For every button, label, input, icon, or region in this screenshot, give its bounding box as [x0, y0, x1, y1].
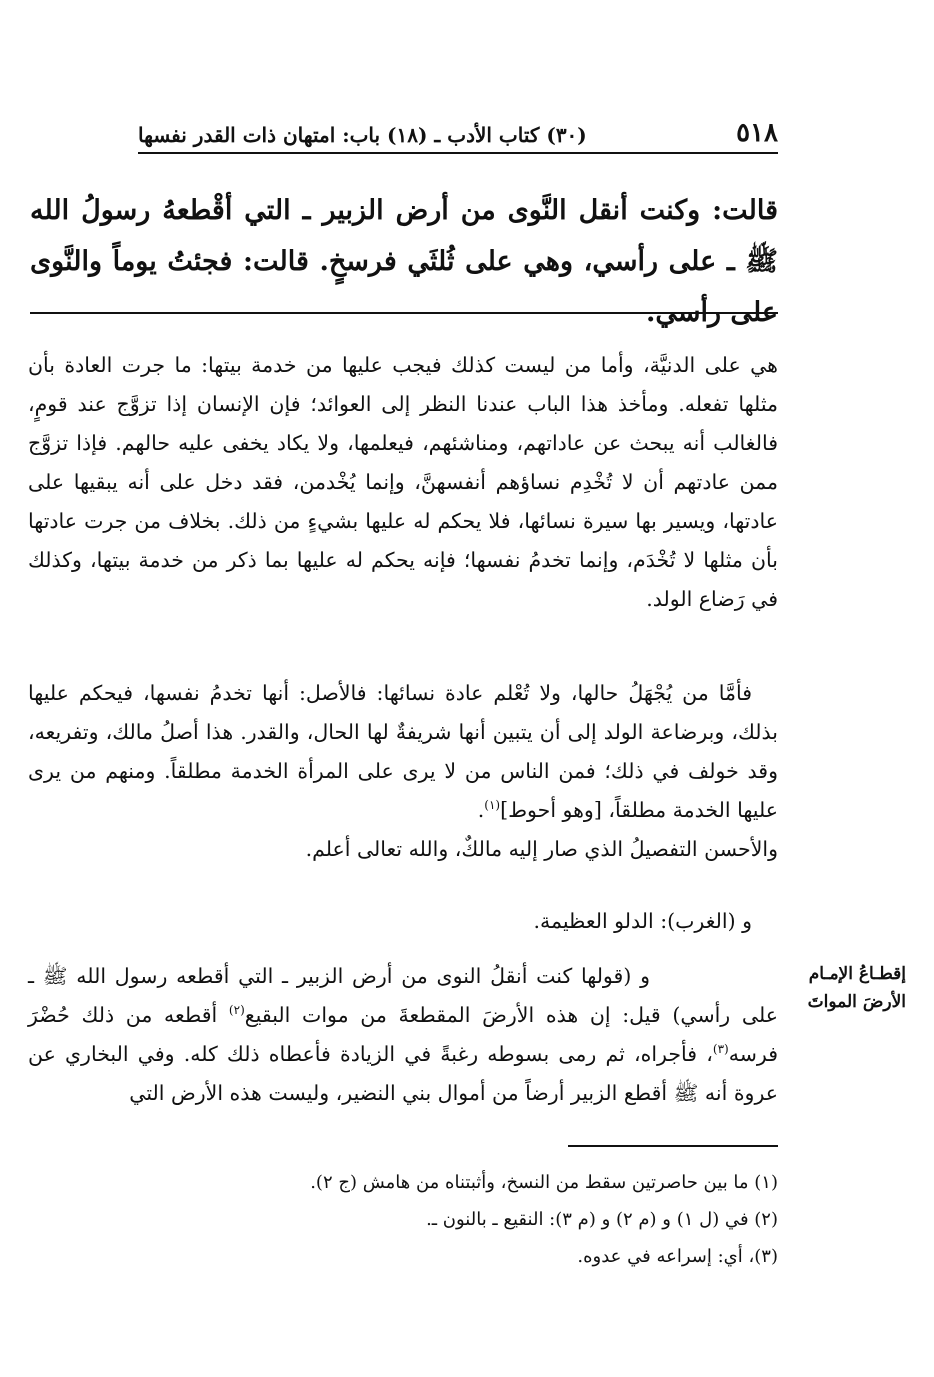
margin-heading: إقطـاعُ الإمـام الأرضَ المواتَ	[807, 964, 906, 1012]
running-title: (٣٠) كتاب الأدب ـ (١٨) باب: امتهان ذات القدر نفسها	[138, 123, 587, 147]
section-divider	[30, 312, 778, 314]
page-header	[138, 118, 778, 154]
footnotes	[60, 1164, 778, 1275]
paragraph-text: فأمَّا من يُجْهَلُ حالها، ولا تُعْلم عادة نسائها: فالأصل: أنها تخدمُ نفسها، فيحكم عليها بذلك، وبرضاعة الولد إلى أن يتبين أنها شريفةٌ لها الحال، والقدر. هذا أصلُ مالك، وتفريعه، وقد خولف في ذلك؛ فمن الناس من لا يرى على المرأة الخدمة مطلقاً. ومنهم من يرى عليها الخدمة مطلقاً، [وهو أحوط]	[28, 681, 778, 822]
paragraph-text: والأحسن التفصيلُ الذي صار إليه مالكٌ، والله تعالى أعلم.	[305, 837, 778, 861]
commentary-paragraph: فأمَّا من يُجْهَلُ حالها، ولا تُعْلم عادة نسائها: فالأصل: أنها تخدمُ نفسها، فيحكم عليها بذلك، وبرضاعة الولد إلى أن يتبين أنها شريفةٌ لها الحال، والقدر. هذا أصلُ مالك، وتفريعه، وقد خولف في ذلك؛ فمن الناس من لا يرى على المرأة الخدمة مطلقاً. ومنهم من يرى عليها الخدمة مطلقاً، [وهو أحوط]$^{(١)}$. والأحسن التفصيلُ الذي صار إليه مالكٌ، والله تعالى أعلم.	[28, 681, 778, 861]
commentary-paragraph: و (الغرب): الدلو العظيمة.	[533, 909, 752, 933]
commentary-paragraph: هي على الدنيَّة، وأما من ليست كذلك فيجب عليها من خدمة بيتها: ما جرت العادة بأن مثلها تفعله. ومأخذ هذا الباب عندنا النظر إلى العوائد؛ فإن الإنسان إذا تزوَّج عند قومٍ، فالغالب أنه يبحث عن عاداتهم، ومناشئهم، فيعلمها، ولا يكاد يخفى عليه حالهم. فإذا تزوَّج ممن عادتهم أن لا تُخْدِم نساؤهم أنفسهنَّ، وإنما يُخْدمن، فقد دخل على أنه يبقيها على عادتها، ويسير بها سيرة نسائها، فلا يحكم له عليها بشيءٍ من ذلك. بخلاف من جرت عادتها بأن مثلها لا تُخْدَم، وإنما تخدمُ نفسها؛ فإنه يحكم له عليها بما ذكر من خدمة بيتها، وكذلك في رَضاع الولد.	[28, 353, 778, 611]
footnote: (٣)، أي: إسراعه في عدوه.	[577, 1246, 778, 1267]
paragraph-text: ، فأجراه، ثم رمى بسوطه رغبةً في الزيادة فأعطاه ذلك كله. وفي البخاري عن عروة أنه ﷺ أقطع الزبير أرضاً من أموال بني النضير، وليست هذه الأرض التي	[28, 1042, 778, 1105]
footnote-ref: (٣)	[712, 1042, 729, 1057]
footnote: (٢) في (ل ١) و (م ٢) و (م ٣): النقيع ـ بالنون ـ.	[426, 1209, 778, 1230]
paragraph-text: أقطعه من ذلك حُضْرَ فرسه	[28, 1003, 778, 1066]
hadith-text: قالت: وكنت أنقل النَّوى من أرض الزبير ـ التي أقْطعهُ رسولُ الله ﷺ ـ على رأسي، وهي على ثُلثَي فرسخٍ. قالت: فجئتُ يوماً والنَّوى على رأسي.	[30, 195, 778, 328]
page-number: ٥١٨	[736, 118, 778, 148]
commentary-paragraph-iqta	[28, 957, 778, 1113]
footnote-divider	[568, 1145, 778, 1147]
paragraph-text: و (قولها كنت أنقلُ النوى من أرض الزبير ـ التي أقطعه رسول الله ﷺ ـ على رأسي) قيل: إن هذه الأرضَ المقطعةَ من موات البقيع	[28, 964, 778, 1027]
footnote-ref: (١)	[484, 798, 501, 813]
footnote: (١) ما بين حاصرتين سقط من النسخ، وأثبتناه من هامش (ج ٢).	[310, 1172, 778, 1193]
footnote-ref: (٢)	[228, 1003, 245, 1018]
